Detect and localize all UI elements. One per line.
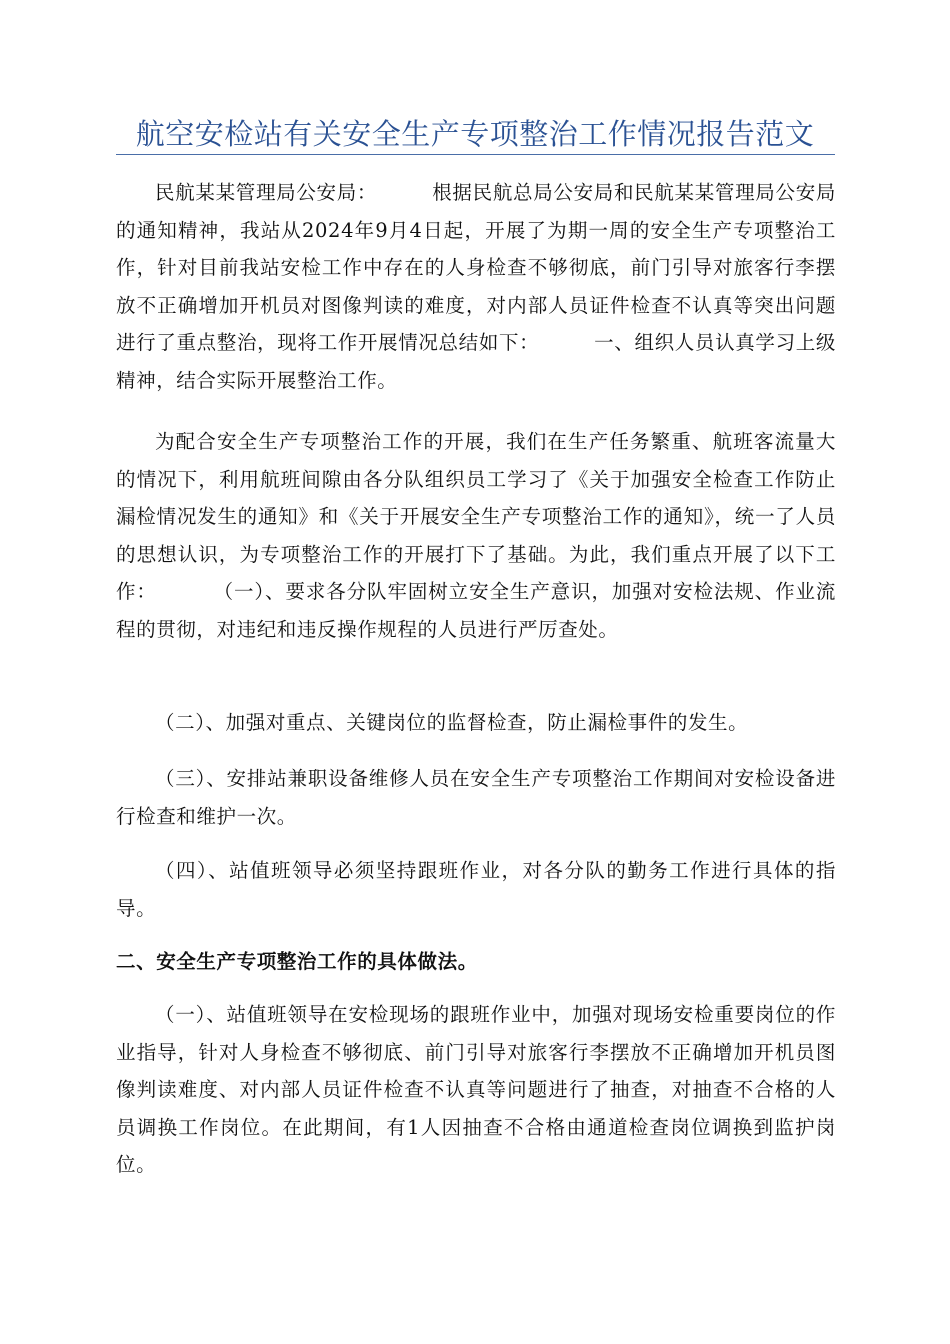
paragraph-intro: 民航某某管理局公安局： 根据民航总局公安局和民航某某管理局公安局的通知精神，我站从2024年9月4日起，开展了为期一周的安全生产专项整治工作，针对目前我站安检工作中存在的人身检查不够彻底，前门引导对旅客行李摆放不正确增加开机员对图像判读的难度，对内部人员证件检查不认真等突出问题进行了重点整治，现将工作开展情况总结如下： 一、组织人员认真学习上级精神，结合实际开展整治工作。 (116, 181, 836, 392)
paragraph-study: 为配合安全生产专项整治工作的开展，我们在生产任务繁重、航班客流量大的情况下，利用航班间隙由各分队组织员工学习了《关于加强安全检查工作防止漏检情况发生的通知》和《关于开展安全生产专项整治工作的通知》，统一了人员的思想认识，为专项整治工作的开展打下了基础。为此，我们重点开展了以下工作： （一）、要求各分队牢固树立安全生产意识，加强对安检法规、作业流程的贯彻，对违纪和违反操作规程的人员进行严厉查处。 (116, 430, 836, 641)
paragraph-item-4: （四）、站值班领导必须坚持跟班作业，对各分队的勤务工作进行具体的指导。 (116, 859, 836, 920)
title-underline (116, 154, 835, 155)
paragraph-section-2-item-1: （一）、站值班领导在安检现场的跟班作业中，加强对现场安检重要岗位的作业指导，针对人身检查不够彻底、前门引导对旅客行李摆放不正确增加开机员图像判读难度、对内部人员证件检查不认真等问题进行了抽查，对抽查不合格的人员调换工作岗位。在此期间，有1人因抽查不合格由通道检查岗位调换到监护岗位。 (116, 1003, 836, 1176)
paragraph-item-2: （二）、加强对重点、关键岗位的监督检查，防止漏检事件的发生。 (155, 711, 749, 734)
section-2-heading: 二、安全生产专项整治工作的具体做法。 (116, 950, 478, 973)
paragraph-item-3: （三）、安排站兼职设备维修人员在安全生产专项整治工作期间对安检设备进行检查和维护一次。 (116, 767, 836, 828)
document-title: 航空安检站有关安全生产专项整治工作情况报告范文 (135, 117, 815, 151)
